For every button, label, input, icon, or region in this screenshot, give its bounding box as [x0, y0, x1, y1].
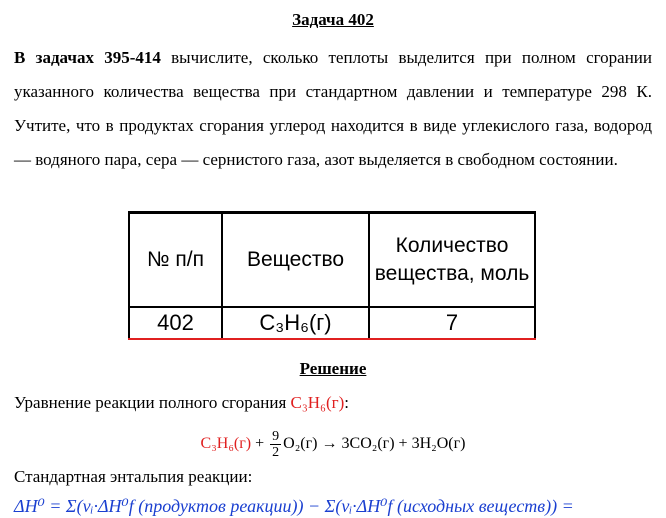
table-header-row: [129, 213, 535, 308]
header-substance: Вещество: [222, 213, 369, 308]
eq-oxygen: O₂(г): [283, 435, 318, 452]
eq-reactant: C₃H₆(г): [200, 435, 252, 452]
eq-fraction: [270, 429, 281, 460]
reaction-equation: [0, 422, 666, 466]
table-row: [129, 307, 535, 339]
eq-fraction-denominator: 2: [272, 444, 280, 460]
task-range: В задачах 395-414: [14, 48, 161, 67]
task-statement: [14, 41, 652, 177]
cell-amount: 7: [369, 307, 535, 339]
eq-plus-1: +: [251, 435, 269, 452]
reaction-label-colon: :: [344, 393, 350, 412]
solution-title: Решение: [299, 359, 367, 378]
eq-arrow: →: [317, 435, 342, 452]
task-table: [128, 211, 536, 340]
enthalpy-formula: ΔH⁰ = Σ(νᵢ·ΔH⁰f (продуктов реакции)) − Σ(νᵢ·ΔH⁰f (исходных веществ)) =: [14, 496, 574, 516]
eq-product-2: 3H₂O(г): [411, 435, 466, 452]
eq-fraction-numerator: 9: [272, 428, 280, 444]
header-number: № п/п: [129, 213, 222, 308]
task-title: Задача 402: [292, 10, 374, 29]
eq-plus-2: +: [394, 435, 412, 452]
cell-number: 402: [129, 307, 222, 339]
task-text: вычислите, сколько теплоты выделится при полном сгорании указанного количества вещества при стандартном давлении и температуре 298 К. Учтите, что в продуктах сгорания углерод находится в виде углекислого газа, водород — водяного пара, сера — сернистого газа, азот выделяется в свободном состоянии.: [14, 48, 652, 169]
reaction-substance: C₃H₆(г): [290, 393, 345, 412]
enthalpy-label: Стандартная энтальпия реакции:: [14, 467, 253, 486]
eq-product-1: 3CO₂(г): [341, 435, 395, 452]
reaction-label: [14, 393, 349, 413]
cell-substance: C₃H₆(г): [222, 307, 369, 339]
header-amount: Количество вещества, моль: [369, 213, 535, 308]
reaction-label-text: Уравнение реакции полного сгорания: [14, 393, 291, 412]
